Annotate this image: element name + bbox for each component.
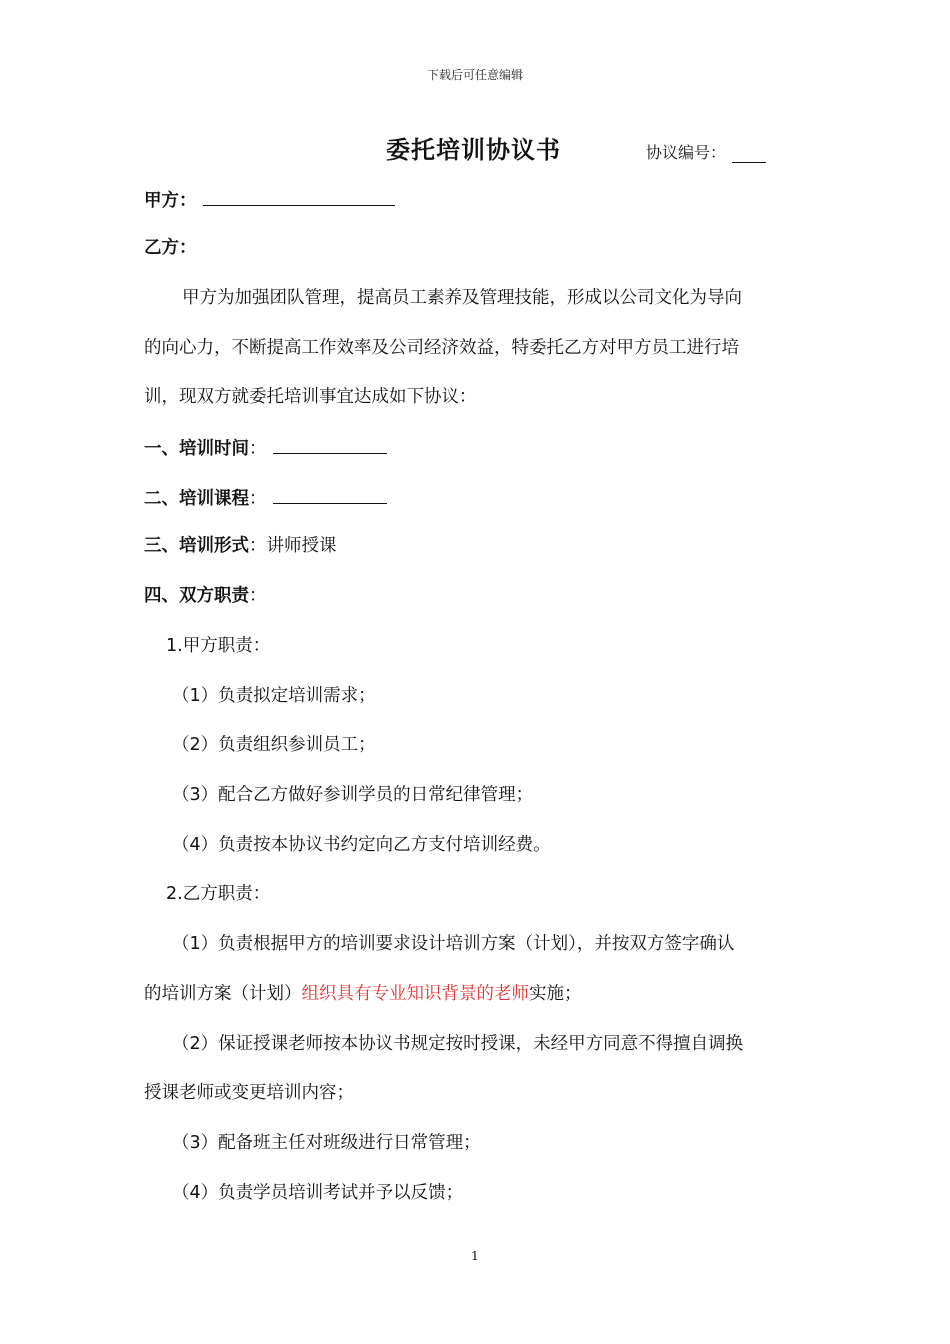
- party-a-duty-4: （4）负责按本协议书约定向乙方支付培训经费。: [172, 835, 551, 855]
- party-b-label: 乙方：: [144, 238, 197, 258]
- training-course-blank: [273, 485, 387, 504]
- section-training-time-label: 一、培训时间: [144, 439, 249, 459]
- page-header: 下载后可任意编辑: [426, 68, 523, 82]
- section-training-form-value: ：讲师授课: [249, 536, 337, 556]
- party-b-duty-1-line-1: （1）负责根据甲方的培训要求设计培训方案（计划），并按双方签字确认: [172, 934, 735, 954]
- party-a-duty-2: （2）负责组织参训员工；: [172, 735, 376, 755]
- colon: ：: [249, 439, 267, 459]
- party-b-duties-heading: 2.乙方职责：: [166, 884, 271, 904]
- section-training-course-label: 二、培训课程: [144, 489, 249, 509]
- party-a-label: 甲方：: [144, 191, 197, 211]
- intro-line-2: 的向心力，不断提高工作效率及公司经济效益，特委托乙方对甲方员工进行培: [144, 338, 739, 358]
- party-b-duty-3: （3）配备班主任对班级进行日常管理；: [172, 1133, 481, 1153]
- party-a-line: [144, 187, 395, 213]
- agreement-number-blank: [732, 148, 766, 163]
- party-a-blank: [203, 187, 395, 206]
- section-responsibilities-label: 四、双方职责: [144, 586, 249, 606]
- section-training-time: [144, 435, 387, 461]
- party-a-duty-3: （3）配合乙方做好参训学员的日常纪律管理；: [172, 785, 534, 805]
- party-b-duty-1-line-2: [144, 982, 582, 1006]
- party-a-duty-1: （1）负责拟定培训需求；: [172, 686, 376, 706]
- party-b-duty-4: （4）负责学员培训考试并予以反馈；: [172, 1183, 464, 1203]
- section-training-form-label: 三、培训形式: [144, 536, 249, 556]
- text: 实施；: [529, 984, 582, 1004]
- training-time-blank: [273, 435, 387, 454]
- colon: ：: [249, 586, 267, 606]
- agreement-number: [646, 140, 766, 163]
- party-b-duty-2-line-1: （2）保证授课老师按本协议书规定按时授课，未经甲方同意不得擅自调换: [172, 1034, 744, 1054]
- party-a-duties-heading: 1.甲方职责：: [166, 636, 271, 656]
- intro-line-3: 训，现双方就委托培训事宜达成如下协议：: [144, 387, 477, 407]
- highlighted-text: 组织具有专业知识背景的老师: [301, 984, 529, 1004]
- colon: ：: [249, 489, 267, 509]
- party-b-duty-2-line-2: 授课老师或变更培训内容；: [144, 1083, 354, 1103]
- section-training-course: [144, 485, 387, 511]
- agreement-number-label: 协议编号：: [646, 143, 727, 162]
- intro-line-1: 甲方为加强团队管理，提高员工素养及管理技能，形成以公司文化为导向: [182, 288, 742, 308]
- section-training-form: [144, 534, 337, 558]
- text: 的培训方案（计划）: [144, 984, 302, 1004]
- section-responsibilities: [144, 584, 267, 608]
- page-number: 1: [471, 1249, 479, 1263]
- document-title: 委托培训协议书: [386, 136, 561, 164]
